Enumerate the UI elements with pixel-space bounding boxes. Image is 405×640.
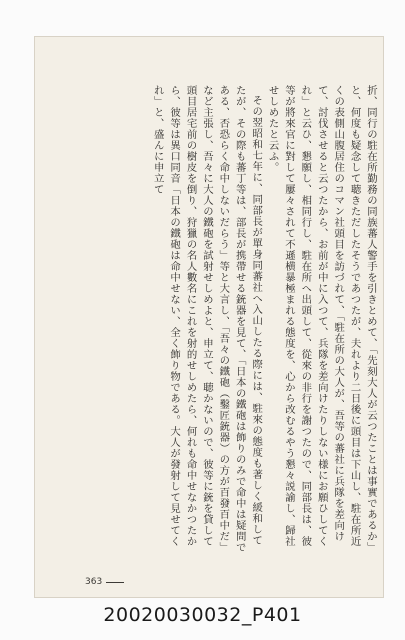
- vertical-text-body: [81, 85, 379, 555]
- page-number-dash: [106, 582, 124, 583]
- paragraph-2: その翌昭和七年に、同部長が單身同蕃社へ入山したる際には、駐來の態度も著しく緩和してたが、その際も蕃丁等は、部長が携帶せる銃器を見て、「日本の鐵砲は飾りのみで命中は疑問である、否恐らく命中しないだらう」等と大言し、「吾々の鐵砲（鑿匠銃器）の方が百發百中だ」など主張し、吾々に大人の鐵砲を試射せしめよと、申立て、聴かないので、彼等に銃を貸して頭目居宅前の樹皮を倒り、狩獵の名人數名にこれを射的せしめたら、何れも命中せなかつたから、彼等は異口同音「日本の鐵砲は命中せない、全く飾り物である。大人が發射して見せてくれ」と、盛んに申立て: [151, 85, 263, 553]
- book-page: [34, 36, 384, 598]
- scan-caption: 20020030032_P401: [103, 604, 302, 626]
- page-number-text: 363: [85, 577, 103, 587]
- paragraph-1: 折、同行の駐在所勤務の同族蕃人警手を引きとめて、「先刻大人が云つたことは事實であるか」と、何度も疑念して聴きただしたそうであつたが、夫れより二日後に頭目は下山し、駐在所近くの表側山腹居住のコマン社頭目を訪づれて、「駐在所の大人が、吾等の蕃社に兵隊を差向けて、討伐させると云つたから、お前が中に入つて、兵隊を差向けたりしない様にお願ひしてくれ」と云ひ、懇願し、相同行し、駐在所へ出頭して、從來の非行を謝つたので、同部長は、彼等が將來官に對して屢々されて不遜横暴極まれる態度を、心から改むるやう懇々説諭し、歸社せしめたと云ふ。: [266, 85, 377, 553]
- page-number: [85, 577, 124, 587]
